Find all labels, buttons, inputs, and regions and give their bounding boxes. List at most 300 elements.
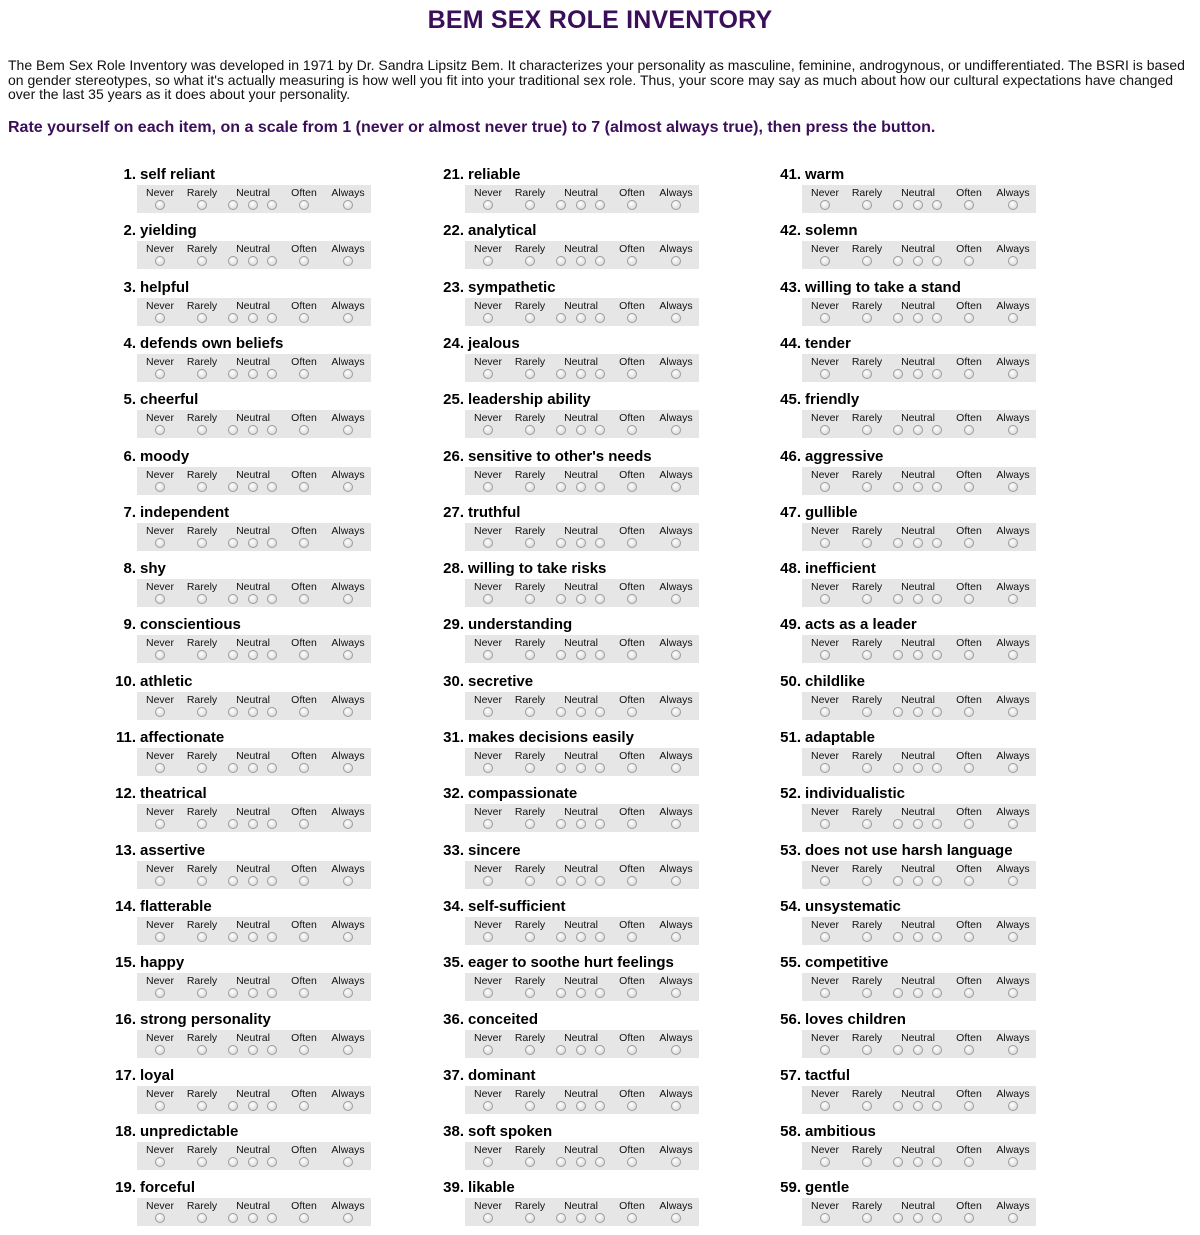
rating-radio-3[interactable] — [556, 988, 566, 998]
rating-radio-4[interactable] — [248, 1045, 258, 1055]
rating-radio-3[interactable] — [893, 313, 903, 323]
rating-radio-2[interactable] — [197, 988, 207, 998]
rating-radio-5[interactable] — [932, 932, 942, 942]
rating-radio-7[interactable] — [671, 876, 681, 886]
rating-radio-6[interactable] — [299, 1045, 309, 1055]
rating-radio-7[interactable] — [671, 932, 681, 942]
rating-radio-2[interactable] — [525, 1213, 535, 1223]
rating-radio-5[interactable] — [267, 1157, 277, 1167]
rating-radio-3[interactable] — [893, 1213, 903, 1223]
rating-radio-3[interactable] — [228, 1157, 238, 1167]
rating-radio-4[interactable] — [913, 1045, 923, 1055]
rating-radio-3[interactable] — [228, 932, 238, 942]
rating-radio-3[interactable] — [893, 1101, 903, 1111]
rating-radio-7[interactable] — [343, 650, 353, 660]
rating-radio-2[interactable] — [197, 650, 207, 660]
rating-radio-4[interactable] — [248, 876, 258, 886]
rating-radio-7[interactable] — [1008, 819, 1018, 829]
rating-radio-6[interactable] — [299, 932, 309, 942]
rating-radio-5[interactable] — [595, 932, 605, 942]
rating-radio-1[interactable] — [483, 932, 493, 942]
rating-radio-4[interactable] — [248, 538, 258, 548]
rating-radio-6[interactable] — [627, 876, 637, 886]
rating-radio-3[interactable] — [556, 594, 566, 604]
rating-radio-5[interactable] — [267, 256, 277, 266]
rating-radio-6[interactable] — [627, 763, 637, 773]
rating-radio-7[interactable] — [671, 1213, 681, 1223]
rating-radio-1[interactable] — [820, 763, 830, 773]
rating-radio-4[interactable] — [248, 594, 258, 604]
rating-radio-7[interactable] — [1008, 1101, 1018, 1111]
rating-radio-3[interactable] — [228, 1213, 238, 1223]
rating-radio-1[interactable] — [820, 256, 830, 266]
rating-radio-6[interactable] — [299, 819, 309, 829]
rating-radio-5[interactable] — [932, 313, 942, 323]
rating-radio-4[interactable] — [913, 1101, 923, 1111]
rating-radio-6[interactable] — [627, 650, 637, 660]
rating-radio-6[interactable] — [627, 707, 637, 717]
rating-radio-2[interactable] — [862, 200, 872, 210]
rating-radio-1[interactable] — [820, 707, 830, 717]
rating-radio-7[interactable] — [671, 1101, 681, 1111]
rating-radio-3[interactable] — [556, 876, 566, 886]
rating-radio-6[interactable] — [627, 425, 637, 435]
rating-radio-5[interactable] — [595, 313, 605, 323]
rating-radio-2[interactable] — [197, 425, 207, 435]
rating-radio-2[interactable] — [525, 482, 535, 492]
rating-radio-4[interactable] — [248, 1157, 258, 1167]
rating-radio-1[interactable] — [483, 1101, 493, 1111]
rating-radio-3[interactable] — [228, 819, 238, 829]
rating-radio-6[interactable] — [964, 482, 974, 492]
rating-radio-4[interactable] — [913, 988, 923, 998]
rating-radio-2[interactable] — [862, 763, 872, 773]
rating-radio-7[interactable] — [1008, 932, 1018, 942]
rating-radio-1[interactable] — [155, 876, 165, 886]
rating-radio-6[interactable] — [964, 707, 974, 717]
rating-radio-7[interactable] — [343, 707, 353, 717]
rating-radio-1[interactable] — [483, 650, 493, 660]
rating-radio-1[interactable] — [483, 1157, 493, 1167]
rating-radio-5[interactable] — [595, 425, 605, 435]
rating-radio-1[interactable] — [483, 594, 493, 604]
rating-radio-1[interactable] — [155, 1045, 165, 1055]
rating-radio-7[interactable] — [1008, 425, 1018, 435]
rating-radio-7[interactable] — [1008, 988, 1018, 998]
rating-radio-6[interactable] — [299, 876, 309, 886]
rating-radio-6[interactable] — [627, 1213, 637, 1223]
rating-radio-1[interactable] — [483, 313, 493, 323]
rating-radio-1[interactable] — [155, 819, 165, 829]
rating-radio-4[interactable] — [913, 650, 923, 660]
rating-radio-3[interactable] — [893, 594, 903, 604]
rating-radio-2[interactable] — [197, 932, 207, 942]
rating-radio-4[interactable] — [576, 200, 586, 210]
rating-radio-4[interactable] — [576, 1101, 586, 1111]
rating-radio-3[interactable] — [556, 650, 566, 660]
rating-radio-7[interactable] — [671, 650, 681, 660]
rating-radio-5[interactable] — [267, 650, 277, 660]
rating-radio-1[interactable] — [155, 988, 165, 998]
rating-radio-6[interactable] — [299, 650, 309, 660]
rating-radio-2[interactable] — [862, 1157, 872, 1167]
rating-radio-5[interactable] — [267, 482, 277, 492]
rating-radio-5[interactable] — [932, 369, 942, 379]
rating-radio-7[interactable] — [671, 482, 681, 492]
rating-radio-7[interactable] — [1008, 1045, 1018, 1055]
rating-radio-5[interactable] — [595, 819, 605, 829]
rating-radio-2[interactable] — [525, 369, 535, 379]
rating-radio-4[interactable] — [913, 1157, 923, 1167]
rating-radio-7[interactable] — [343, 538, 353, 548]
rating-radio-7[interactable] — [671, 538, 681, 548]
rating-radio-2[interactable] — [525, 425, 535, 435]
rating-radio-3[interactable] — [228, 594, 238, 604]
rating-radio-1[interactable] — [483, 482, 493, 492]
rating-radio-1[interactable] — [483, 988, 493, 998]
rating-radio-7[interactable] — [671, 1045, 681, 1055]
rating-radio-4[interactable] — [913, 538, 923, 548]
rating-radio-4[interactable] — [913, 200, 923, 210]
rating-radio-4[interactable] — [248, 313, 258, 323]
rating-radio-3[interactable] — [893, 369, 903, 379]
rating-radio-2[interactable] — [197, 594, 207, 604]
rating-radio-2[interactable] — [862, 819, 872, 829]
rating-radio-3[interactable] — [228, 425, 238, 435]
rating-radio-5[interactable] — [932, 425, 942, 435]
rating-radio-6[interactable] — [299, 200, 309, 210]
rating-radio-3[interactable] — [228, 256, 238, 266]
rating-radio-7[interactable] — [343, 1213, 353, 1223]
rating-radio-4[interactable] — [248, 932, 258, 942]
rating-radio-3[interactable] — [556, 256, 566, 266]
rating-radio-2[interactable] — [525, 988, 535, 998]
rating-radio-4[interactable] — [576, 650, 586, 660]
rating-radio-7[interactable] — [343, 763, 353, 773]
rating-radio-5[interactable] — [595, 650, 605, 660]
rating-radio-7[interactable] — [1008, 1157, 1018, 1167]
rating-radio-4[interactable] — [913, 932, 923, 942]
rating-radio-1[interactable] — [155, 1157, 165, 1167]
rating-radio-2[interactable] — [525, 1101, 535, 1111]
rating-radio-6[interactable] — [964, 988, 974, 998]
rating-radio-5[interactable] — [932, 1213, 942, 1223]
rating-radio-3[interactable] — [228, 763, 238, 773]
rating-radio-6[interactable] — [299, 425, 309, 435]
rating-radio-2[interactable] — [197, 1213, 207, 1223]
rating-radio-4[interactable] — [576, 876, 586, 886]
rating-radio-6[interactable] — [627, 932, 637, 942]
rating-radio-4[interactable] — [576, 1213, 586, 1223]
rating-radio-7[interactable] — [1008, 594, 1018, 604]
rating-radio-4[interactable] — [913, 256, 923, 266]
rating-radio-2[interactable] — [197, 763, 207, 773]
rating-radio-5[interactable] — [932, 538, 942, 548]
rating-radio-7[interactable] — [343, 1045, 353, 1055]
rating-radio-7[interactable] — [1008, 876, 1018, 886]
rating-radio-7[interactable] — [343, 425, 353, 435]
rating-radio-1[interactable] — [483, 425, 493, 435]
rating-radio-3[interactable] — [228, 988, 238, 998]
rating-radio-3[interactable] — [893, 707, 903, 717]
rating-radio-5[interactable] — [595, 763, 605, 773]
rating-radio-1[interactable] — [155, 313, 165, 323]
rating-radio-2[interactable] — [862, 369, 872, 379]
rating-radio-7[interactable] — [1008, 707, 1018, 717]
rating-radio-3[interactable] — [556, 369, 566, 379]
rating-radio-6[interactable] — [627, 313, 637, 323]
rating-radio-7[interactable] — [343, 932, 353, 942]
rating-radio-1[interactable] — [483, 256, 493, 266]
rating-radio-5[interactable] — [595, 482, 605, 492]
rating-radio-4[interactable] — [913, 1213, 923, 1223]
rating-radio-1[interactable] — [155, 1101, 165, 1111]
rating-radio-7[interactable] — [343, 313, 353, 323]
rating-radio-5[interactable] — [595, 1157, 605, 1167]
rating-radio-6[interactable] — [299, 1101, 309, 1111]
rating-radio-4[interactable] — [913, 594, 923, 604]
rating-radio-1[interactable] — [820, 425, 830, 435]
rating-radio-4[interactable] — [576, 819, 586, 829]
rating-radio-6[interactable] — [299, 482, 309, 492]
rating-radio-7[interactable] — [343, 876, 353, 886]
rating-radio-1[interactable] — [820, 594, 830, 604]
rating-radio-1[interactable] — [820, 482, 830, 492]
rating-radio-2[interactable] — [197, 1101, 207, 1111]
rating-radio-1[interactable] — [155, 200, 165, 210]
rating-radio-2[interactable] — [862, 594, 872, 604]
rating-radio-5[interactable] — [595, 369, 605, 379]
rating-radio-4[interactable] — [248, 988, 258, 998]
rating-radio-2[interactable] — [862, 876, 872, 886]
rating-radio-5[interactable] — [595, 1045, 605, 1055]
rating-radio-2[interactable] — [197, 256, 207, 266]
rating-radio-2[interactable] — [862, 482, 872, 492]
rating-radio-3[interactable] — [556, 1101, 566, 1111]
rating-radio-7[interactable] — [1008, 1213, 1018, 1223]
rating-radio-6[interactable] — [964, 313, 974, 323]
rating-radio-7[interactable] — [343, 256, 353, 266]
rating-radio-4[interactable] — [576, 988, 586, 998]
rating-radio-3[interactable] — [556, 1157, 566, 1167]
rating-radio-2[interactable] — [525, 876, 535, 886]
rating-radio-3[interactable] — [893, 200, 903, 210]
rating-radio-7[interactable] — [671, 763, 681, 773]
rating-radio-3[interactable] — [556, 200, 566, 210]
rating-radio-5[interactable] — [932, 1157, 942, 1167]
rating-radio-3[interactable] — [556, 538, 566, 548]
rating-radio-6[interactable] — [627, 594, 637, 604]
rating-radio-4[interactable] — [576, 313, 586, 323]
rating-radio-3[interactable] — [893, 876, 903, 886]
rating-radio-4[interactable] — [248, 369, 258, 379]
rating-radio-5[interactable] — [595, 256, 605, 266]
rating-radio-7[interactable] — [343, 1157, 353, 1167]
rating-radio-3[interactable] — [556, 763, 566, 773]
rating-radio-2[interactable] — [197, 369, 207, 379]
rating-radio-1[interactable] — [155, 425, 165, 435]
rating-radio-2[interactable] — [197, 482, 207, 492]
rating-radio-6[interactable] — [627, 819, 637, 829]
rating-radio-6[interactable] — [964, 594, 974, 604]
rating-radio-6[interactable] — [964, 425, 974, 435]
rating-radio-7[interactable] — [343, 200, 353, 210]
rating-radio-6[interactable] — [627, 1157, 637, 1167]
rating-radio-5[interactable] — [932, 1101, 942, 1111]
rating-radio-1[interactable] — [483, 819, 493, 829]
rating-radio-7[interactable] — [671, 819, 681, 829]
rating-radio-1[interactable] — [483, 1213, 493, 1223]
rating-radio-7[interactable] — [671, 425, 681, 435]
rating-radio-1[interactable] — [155, 1213, 165, 1223]
rating-radio-6[interactable] — [299, 538, 309, 548]
rating-radio-5[interactable] — [932, 482, 942, 492]
rating-radio-7[interactable] — [343, 482, 353, 492]
rating-radio-7[interactable] — [671, 200, 681, 210]
rating-radio-7[interactable] — [671, 313, 681, 323]
rating-radio-6[interactable] — [964, 1045, 974, 1055]
rating-radio-7[interactable] — [671, 256, 681, 266]
rating-radio-4[interactable] — [576, 425, 586, 435]
rating-radio-7[interactable] — [671, 369, 681, 379]
rating-radio-6[interactable] — [964, 1157, 974, 1167]
rating-radio-2[interactable] — [197, 200, 207, 210]
rating-radio-2[interactable] — [525, 256, 535, 266]
rating-radio-6[interactable] — [627, 256, 637, 266]
rating-radio-2[interactable] — [862, 650, 872, 660]
rating-radio-1[interactable] — [820, 1045, 830, 1055]
rating-radio-5[interactable] — [267, 538, 277, 548]
rating-radio-1[interactable] — [483, 876, 493, 886]
rating-radio-2[interactable] — [862, 932, 872, 942]
rating-radio-5[interactable] — [932, 988, 942, 998]
rating-radio-3[interactable] — [228, 650, 238, 660]
rating-radio-2[interactable] — [862, 256, 872, 266]
rating-radio-2[interactable] — [862, 1045, 872, 1055]
rating-radio-6[interactable] — [299, 988, 309, 998]
rating-radio-7[interactable] — [343, 1101, 353, 1111]
rating-radio-4[interactable] — [576, 538, 586, 548]
rating-radio-4[interactable] — [913, 707, 923, 717]
rating-radio-2[interactable] — [525, 313, 535, 323]
rating-radio-1[interactable] — [820, 538, 830, 548]
rating-radio-1[interactable] — [155, 763, 165, 773]
rating-radio-4[interactable] — [248, 819, 258, 829]
rating-radio-2[interactable] — [197, 1045, 207, 1055]
rating-radio-1[interactable] — [483, 707, 493, 717]
rating-radio-1[interactable] — [155, 369, 165, 379]
rating-radio-5[interactable] — [595, 200, 605, 210]
rating-radio-5[interactable] — [267, 763, 277, 773]
rating-radio-4[interactable] — [913, 876, 923, 886]
rating-radio-4[interactable] — [913, 313, 923, 323]
rating-radio-3[interactable] — [556, 819, 566, 829]
rating-radio-3[interactable] — [556, 707, 566, 717]
rating-radio-4[interactable] — [248, 707, 258, 717]
rating-radio-7[interactable] — [1008, 538, 1018, 548]
rating-radio-6[interactable] — [627, 988, 637, 998]
rating-radio-6[interactable] — [964, 256, 974, 266]
rating-radio-5[interactable] — [267, 932, 277, 942]
rating-radio-2[interactable] — [197, 707, 207, 717]
rating-radio-4[interactable] — [576, 594, 586, 604]
rating-radio-4[interactable] — [913, 819, 923, 829]
rating-radio-3[interactable] — [228, 538, 238, 548]
rating-radio-1[interactable] — [820, 650, 830, 660]
rating-radio-5[interactable] — [932, 819, 942, 829]
rating-radio-5[interactable] — [932, 1045, 942, 1055]
rating-radio-6[interactable] — [964, 369, 974, 379]
rating-radio-7[interactable] — [343, 988, 353, 998]
rating-radio-4[interactable] — [576, 1157, 586, 1167]
rating-radio-5[interactable] — [267, 313, 277, 323]
rating-radio-1[interactable] — [820, 876, 830, 886]
rating-radio-2[interactable] — [525, 932, 535, 942]
rating-radio-2[interactable] — [525, 1045, 535, 1055]
rating-radio-5[interactable] — [267, 200, 277, 210]
rating-radio-4[interactable] — [576, 482, 586, 492]
rating-radio-4[interactable] — [576, 763, 586, 773]
rating-radio-1[interactable] — [820, 369, 830, 379]
rating-radio-6[interactable] — [964, 876, 974, 886]
rating-radio-6[interactable] — [299, 1157, 309, 1167]
rating-radio-4[interactable] — [576, 1045, 586, 1055]
rating-radio-2[interactable] — [525, 650, 535, 660]
rating-radio-2[interactable] — [525, 1157, 535, 1167]
rating-radio-2[interactable] — [197, 313, 207, 323]
rating-radio-6[interactable] — [627, 369, 637, 379]
rating-radio-6[interactable] — [299, 763, 309, 773]
rating-radio-2[interactable] — [862, 313, 872, 323]
rating-radio-7[interactable] — [1008, 482, 1018, 492]
rating-radio-7[interactable] — [1008, 763, 1018, 773]
rating-radio-3[interactable] — [893, 482, 903, 492]
rating-radio-4[interactable] — [913, 482, 923, 492]
rating-radio-3[interactable] — [228, 482, 238, 492]
rating-radio-6[interactable] — [299, 313, 309, 323]
rating-radio-3[interactable] — [893, 256, 903, 266]
rating-radio-3[interactable] — [893, 425, 903, 435]
rating-radio-1[interactable] — [155, 707, 165, 717]
rating-radio-6[interactable] — [964, 1101, 974, 1111]
rating-radio-6[interactable] — [627, 1045, 637, 1055]
rating-radio-4[interactable] — [576, 932, 586, 942]
rating-radio-3[interactable] — [228, 313, 238, 323]
rating-radio-7[interactable] — [1008, 256, 1018, 266]
rating-radio-1[interactable] — [483, 200, 493, 210]
rating-radio-1[interactable] — [820, 1101, 830, 1111]
rating-radio-3[interactable] — [893, 650, 903, 660]
rating-radio-2[interactable] — [862, 1213, 872, 1223]
rating-radio-3[interactable] — [893, 988, 903, 998]
rating-radio-4[interactable] — [248, 1101, 258, 1111]
rating-radio-3[interactable] — [228, 876, 238, 886]
rating-radio-5[interactable] — [595, 988, 605, 998]
rating-radio-1[interactable] — [820, 932, 830, 942]
rating-radio-6[interactable] — [964, 932, 974, 942]
rating-radio-2[interactable] — [862, 538, 872, 548]
rating-radio-1[interactable] — [820, 1213, 830, 1223]
rating-radio-2[interactable] — [525, 819, 535, 829]
rating-radio-4[interactable] — [913, 369, 923, 379]
rating-radio-3[interactable] — [893, 1045, 903, 1055]
rating-radio-2[interactable] — [197, 876, 207, 886]
rating-radio-1[interactable] — [483, 538, 493, 548]
rating-radio-6[interactable] — [964, 1213, 974, 1223]
rating-radio-1[interactable] — [155, 932, 165, 942]
rating-radio-4[interactable] — [576, 369, 586, 379]
rating-radio-5[interactable] — [267, 594, 277, 604]
